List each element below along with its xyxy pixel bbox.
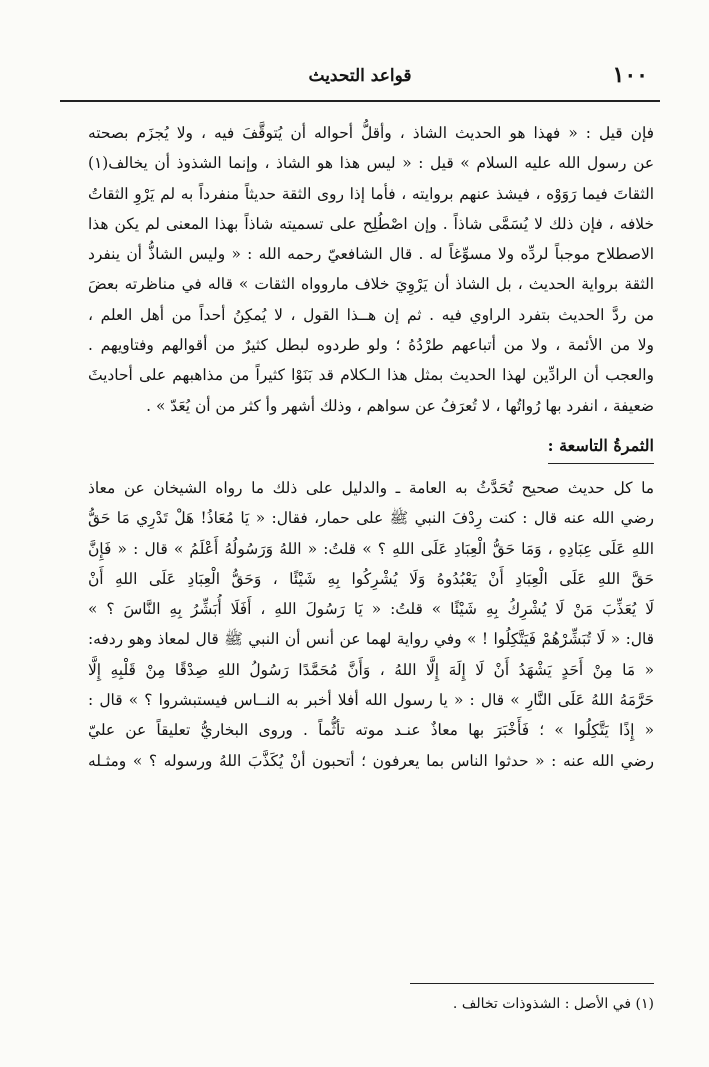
section-heading-wrap <box>88 421 654 473</box>
text-line: رضي الله عنه : « حدثوا الناس بما يعرفون ؛ أتحبون أنْ يُكَذَّبَ اللهُ ورسوله ؟ » ومثـله <box>88 751 654 770</box>
text-line: خلافه ، فإن ذلك لا يُسَمَّى شاذاً . وإن اصْطُلِح على تسميته شاذاً بهذا المعنى لم يكن هذا <box>88 214 654 233</box>
paragraph-2 <box>88 473 654 776</box>
page-number: ١٠٠ <box>612 62 648 88</box>
text-line: ولا من الأئمة ، ولا من أتباعهم طرْدُهُ ؛ ولو طردوه لبطل كثيرٌ من أقوالهم وفتاويهم . <box>88 336 654 355</box>
text-line: « إِذًا يَتَّكِلُوا » ؛ فَأَخْبَرَ بها معاذٌ عنـد موته تأثُّماً . وروى البخاريُّ تعليقاً عن عليّ <box>88 721 654 740</box>
text-line: قال: « لَا تُبَشِّرْهُمْ فَيَتَّكِلُوا ! » وفي رواية لهما عن أنس أن النبي ﷺ قال لمعاذ وهو ردفه: <box>88 630 654 649</box>
running-title: قواعد التحديث <box>308 66 412 86</box>
text-line: اللهِ عَلَى عِبَادِهِ ، وَمَا حَقُّ الْعِبَادِ عَلَى اللهِ ؟ » قلتُ: « اللهُ وَرَسُولُهُ أَعْلَمُ » قال : « فَإِنَّ <box>88 539 654 558</box>
text-line: لَا يُعَذِّبَ مَنْ لَا يُشْرِكُ بِهِ شَيْئًا » قلتُ: « يَا رَسُولَ اللهِ ، أَفَلَا أُبَشِّرُ بِهِ النَّاسَ ؟ » <box>88 600 654 619</box>
page-header <box>60 62 660 92</box>
text-line: فإن قيل : « فهذا هو الحديث الشاذ ، وأقلُّ أحواله أن يُتوقَّفَ فيه ، ولا يُجزَم بصحته <box>88 124 654 142</box>
text-line: « مَا مِنْ أَحَدٍ يَشْهَدُ أَنْ لَا إِلَهَ إِلَّا اللهُ ، وَأَنَّ مُحَمَّدًا رَسُولُ اللهِ صِدْقًا مِنْ قَلْبِهِ إِلَّا <box>88 660 654 679</box>
text-line: حَرَّمَهُ اللهُ عَلَى النَّارِ » قال : « يا رسول الله أفلا أخبر به النــاس فيستبشروا ؟ » قال : <box>88 691 654 710</box>
text-line: والعجب أن الرادِّين لهذا الحديث بمثل هذا الـكلام قد بَنَوْا كثيراً من مذاهبهم على أحاديثَ <box>88 366 654 385</box>
text-line: حَقَّ اللهِ عَلَى الْعِبَادِ أَنْ يَعْبُدُوهُ وَلَا يُشْرِكُوا بِهِ شَيْئًا ، وَحَقُّ الْعِبَادِ عَلَى اللهِ أَنْ <box>88 569 654 588</box>
text-line: الثقة برواية الحديث ، بل الشاذ أن يَرْوِيَ خلاف ماروواه الثقات » قاله في مناظرته بعضَ <box>88 275 654 294</box>
footnote-rule <box>410 983 654 984</box>
paragraph-1 <box>88 118 654 421</box>
text-line: من ردَّ الحديث بتفرد الراوي فيه . ثم إن هــذا القول ، لا يُمكِنُ أحداً من أهل العلم ، <box>88 305 654 324</box>
text-line: الاصطلاح موجباً لردِّه ولا مسوِّغاً له . قال الشافعيّ رحمه الله : « وليس الشاذُّ أن ينفرد <box>88 245 654 264</box>
page-body <box>88 118 654 918</box>
text-line: عن رسول الله عليه السلام » قيل : « ليس هذا هو الشاذ ، وإنما الشذوذ أن يخالف(١) <box>88 154 654 173</box>
text-line: الثقاتَ فيما رَوَوْه ، فيشذ عنهم بروايته ، فأما إذا روى الثقة حديثاً منفرداً به لم يَرْوِ الثقاتُ <box>88 184 654 203</box>
text-line: رضي الله عنه قال : كنت رِدْفَ النبي ﷺ على حمار، فقال: « يَا مُعَاذُ! هَلْ تَدْرِي مَا حَقُّ <box>88 509 654 528</box>
text-line: ما كل حديث صحيح تُحَدَّثُ به العامة ـ والدليل على ذلك ما رواه الشيخان عن معاذ <box>88 478 654 497</box>
text-line: ضعيفة ، انفرد بها رُواتُها ، لا تُعرَفُ عن سواهم ، وذلك أشهر وأ كثر من أن يُعَدّ » . <box>146 396 654 415</box>
footnote: (١) في الأصل : الشذوذات تخالف . <box>452 996 654 1012</box>
header-rule <box>60 100 660 102</box>
section-heading: الثمرةُ التاسعة : <box>548 431 654 464</box>
